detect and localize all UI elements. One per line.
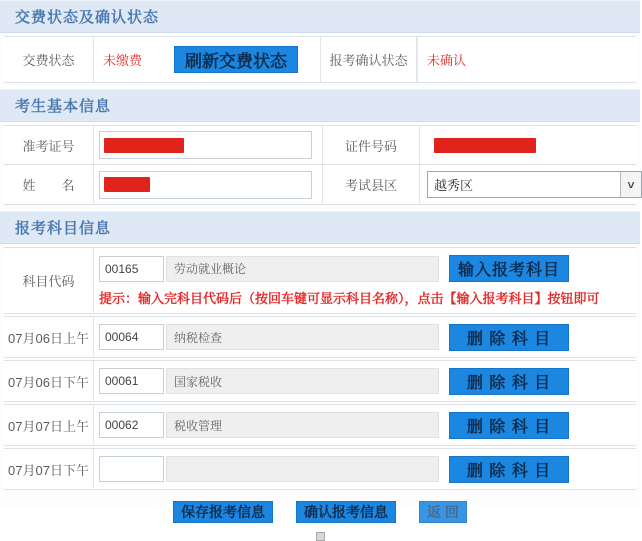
slot-label: 07月07日上午: [4, 405, 94, 445]
subject-code-row: [4, 247, 636, 314]
subject-slot-row: [4, 448, 636, 490]
name-district-row: [4, 165, 636, 205]
payment-section-header: 交费状态及确认状态: [0, 0, 640, 33]
district-label: 考试县区: [322, 165, 420, 204]
ticket-number-label: 准考证号: [4, 126, 94, 164]
ticket-id-row: [4, 125, 636, 165]
id-number-label: 证件号码: [322, 126, 420, 164]
page-artifact-box: [316, 532, 325, 541]
id-number-redaction: [434, 138, 536, 153]
slot-name-field: [166, 456, 439, 482]
delete-subject-button[interactable]: 删 除 科 目: [449, 412, 569, 439]
slot-name-field: 纳税检查: [166, 324, 439, 350]
confirm-status-label: 报考确认状态: [320, 37, 417, 82]
footer-actions: [0, 495, 640, 529]
slot-label: 07月06日上午: [4, 317, 94, 357]
slot-code-input[interactable]: [99, 368, 164, 394]
slot-code-input[interactable]: [99, 324, 164, 350]
confirm-registration-button[interactable]: 确认报考信息: [296, 501, 396, 523]
name-redaction: [104, 177, 150, 192]
slot-label: 07月07日下午: [4, 449, 94, 489]
slot-label: 07月06日下午: [4, 361, 94, 401]
name-input[interactable]: [99, 171, 312, 199]
confirm-status-value: 未确认: [427, 53, 467, 68]
enter-subject-button[interactable]: 输入报考科目: [449, 255, 569, 282]
subject-code-label: 科目代码: [4, 248, 94, 313]
subject-code-input[interactable]: [99, 256, 164, 282]
ticket-number-redaction: [104, 138, 184, 153]
back-button[interactable]: 返 回: [419, 501, 467, 523]
delete-subject-button[interactable]: 删 除 科 目: [449, 324, 569, 351]
subject-hint-text: 提示：输入完科目代码后（按回车键可显示科目名称），点击【输入报考科目】按钮即可: [99, 291, 600, 306]
delete-subject-button[interactable]: 删 除 科 目: [449, 368, 569, 395]
basic-info-section-header: 考生基本信息: [0, 89, 640, 122]
refresh-payment-button[interactable]: 刷新交费状态: [174, 46, 298, 73]
payment-status-row: [4, 36, 636, 83]
slot-code-input[interactable]: [99, 412, 164, 438]
chevron-down-icon[interactable]: ˅: [620, 172, 641, 197]
name-label: 姓 名: [4, 165, 94, 204]
payment-status-label: 交费状态: [4, 37, 94, 82]
subject-slot-row: [4, 316, 636, 358]
district-selected-value: 越秀区: [434, 178, 474, 193]
subject-name-field: 劳动就业概论: [166, 256, 439, 282]
slot-code-input[interactable]: [99, 456, 164, 482]
ticket-number-input[interactable]: [99, 131, 312, 159]
save-registration-button[interactable]: 保存报考信息: [173, 501, 273, 523]
payment-status-value: 未缴费: [103, 53, 143, 68]
subject-slot-row: [4, 360, 636, 402]
delete-subject-button[interactable]: 删 除 科 目: [449, 456, 569, 483]
slot-name-field: 税收管理: [166, 412, 439, 438]
subjects-section-header: 报考科目信息: [0, 211, 640, 244]
subject-slot-row: [4, 404, 636, 446]
slot-name-field: 国家税收: [166, 368, 439, 394]
district-select[interactable]: [427, 171, 642, 198]
